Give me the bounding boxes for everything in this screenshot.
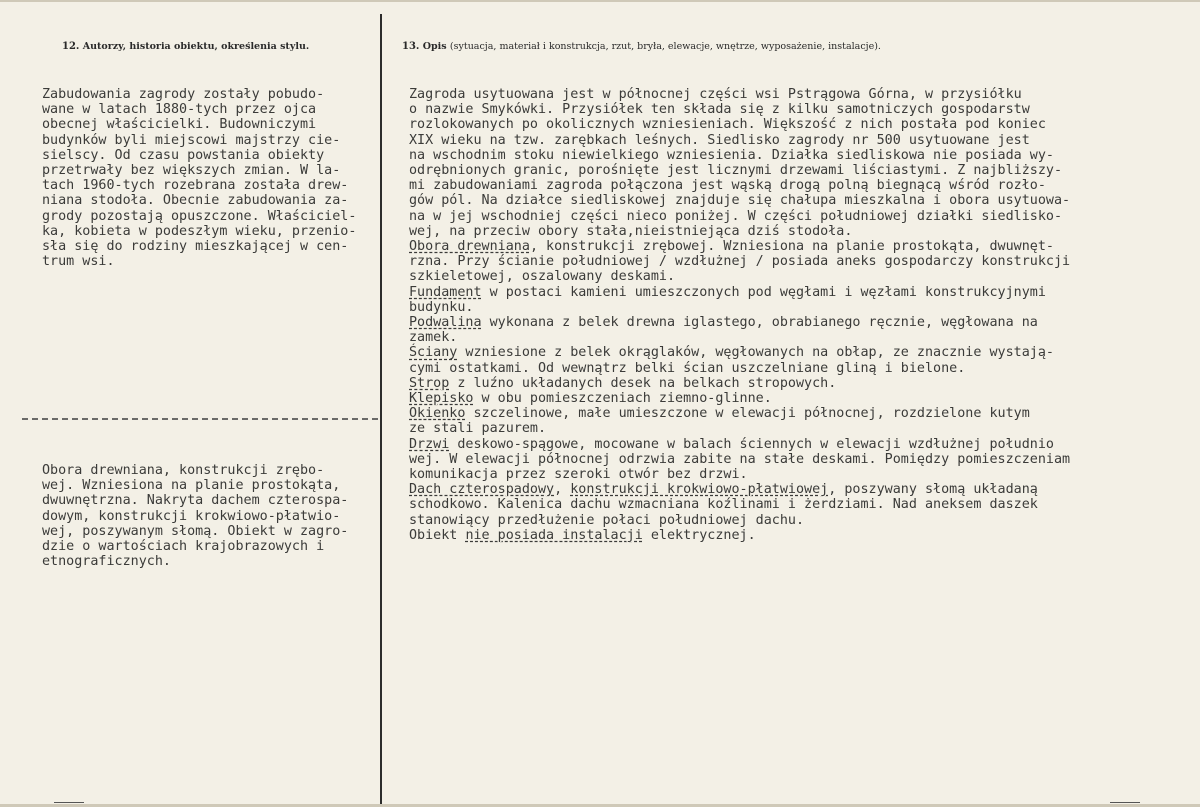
description-fragment: na w jej wschodniej części nieco poniżej. W części południowej działki siedlisko-: [409, 208, 1063, 224]
history-line: wane w latach 1880-tych przez ojca: [42, 102, 317, 118]
description-fragment: na wschodnim stoku niewielkiego wzniesienia. Działka siedliskowa nie posiada wy-: [409, 147, 1054, 163]
description-fragment: wzniesione z belek okrąglaków, węgłowanych na obłap, ze znacznie wystają-: [457, 345, 1054, 361]
history-line: budynków byli miejscowi majstrzy cie-: [42, 132, 341, 148]
description-line: [409, 361, 965, 376]
underlined-term: konstrukcji krokwiowo-płatwiowej: [570, 482, 829, 498]
section-13-subtitle: (sytuacja, materiał i konstrukcja, rzut, bryła, elewacje, wnętrze, wyposażenie, instalacje).: [449, 41, 881, 52]
description-line: [409, 178, 1046, 193]
description-fragment: o nazwie Smykówki. Przysiółek ten składa się z kilku samotniczych gospodarstw: [409, 102, 1030, 118]
description-fragment: szkieletowej, oszalowany deskami.: [409, 269, 676, 285]
underlined-term: Okienko: [409, 406, 466, 422]
history-line: przetrwały bez większych zmian. W la-: [42, 163, 341, 179]
description-line: [409, 133, 1030, 148]
description-fragment: cymi ostatkami. Od wewnątrz belki ścian uszczelniane gliną i bielone.: [409, 360, 966, 376]
description-line: [409, 148, 1054, 163]
description-line: [409, 421, 546, 436]
description-fragment: ze stali pazurem.: [409, 421, 547, 437]
history-line: sła się do rodziny mieszkającej w cen-: [42, 239, 349, 255]
description-fragment: rzna. Przy ścianie południowej / wzdłużnej / posiada aneks gospodarczy konstrukcji: [409, 254, 1071, 270]
history-line: tach 1960-tych rozebrana została drew-: [42, 178, 349, 194]
description-fragment: w postaci kamieni umieszczonych pod węgłami i węzłami konstrukcyjnymi: [481, 284, 1046, 300]
summary-line: wej, poszywanym słomą. Obiekt w zagro-: [42, 523, 349, 539]
description-fragment: schodkowo. Kalenica dachu wzmacniana koźlinami i żerdziami. Nad aneksem daszek: [409, 497, 1038, 513]
description-line: [409, 467, 748, 482]
description-text: [409, 87, 1199, 543]
description-fragment: rozlokowanych po okolicznych wzniesieniach. Większość z nich postała pod koniec: [409, 117, 1046, 133]
history-line: grody pozostają opuszczone. Właściciel-: [42, 208, 357, 224]
description-line: [409, 497, 1038, 512]
description-fragment: ,: [554, 482, 571, 498]
underlined-term: nie posiada instalacji: [465, 527, 643, 543]
history-line: obecnej właścicielki. Budowniczymi: [42, 117, 317, 133]
description-line: [409, 391, 772, 406]
description-line: [409, 163, 1062, 178]
history-line: trum wsi.: [42, 254, 115, 270]
history-line: Zabudowania zagrody zostały pobudo-: [42, 87, 325, 102]
summary-line: etnograficznych.: [42, 554, 171, 570]
description-line: [409, 300, 474, 315]
description-line: [409, 87, 1022, 102]
history-line: sielscy. Od czasu powstania obiekty: [42, 147, 325, 163]
description-line: [409, 193, 1070, 208]
description-fragment: elektrycznej.: [642, 527, 756, 543]
description-fragment: budynku.: [409, 299, 474, 315]
dashed-separator: [22, 418, 378, 420]
underlined-term: Fundament: [409, 284, 482, 300]
history-text: [42, 87, 378, 269]
underlined-term: Klepisko: [409, 391, 474, 407]
description-fragment: z luźno układanych desek na belkach stropowych.: [449, 375, 837, 391]
description-line: [409, 406, 1030, 421]
bottom-right-mark: [1110, 802, 1140, 803]
description-line: [409, 437, 1054, 452]
description-line: [409, 513, 804, 528]
description-line: [409, 315, 1038, 330]
description-line: [409, 482, 1038, 497]
section-13-title: Opis: [422, 41, 447, 52]
description-fragment: , konstrukcji zrębowej. Wzniesiona na planie prostokąta, dwuwnęt-: [529, 239, 1054, 255]
section-13-header: [402, 41, 881, 52]
description-fragment: odrębnionych granic, porośnięte jest licznymi drzewami liściastymi. Z najbliższy-: [409, 163, 1063, 179]
summary-line: Obora drewniana, konstrukcji zrębo-: [42, 463, 325, 478]
section-12-title: Autorzy, historia obiektu, określenia stylu.: [82, 41, 310, 52]
description-fragment: szczelinowe, małe umieszczone w elewacji północnej, rozdzielone kutym: [465, 406, 1030, 422]
description-line: [409, 224, 852, 239]
description-line: [409, 452, 1070, 467]
section-13-number: 13.: [402, 41, 420, 52]
description-fragment: w obu pomieszczeniach ziemno-glinne.: [473, 391, 772, 407]
section-12-number: 12.: [62, 41, 80, 52]
underlined-term: Podwalina: [409, 315, 482, 331]
underlined-term: Ściany: [409, 345, 458, 361]
summary-line: dowym, konstrukcji krokwiowo-płatwio-: [42, 508, 341, 524]
description-fragment: wykonana z belek drewna iglastego, obrabianego ręcznie, węgłowana na: [481, 315, 1038, 331]
description-fragment: gów pól. Na działce siedliskowej znajduje się chałupa mieszkalna i obora usytuowa-: [409, 193, 1071, 209]
description-fragment: wej. W elewacji północnej odrzwia zabite na stałe deskami. Pomiędzy pomieszczeniam: [409, 451, 1071, 467]
description-line: [409, 269, 675, 284]
summary-line: dzie o wartościach krajobrazowych i: [42, 539, 325, 555]
description-fragment: komunikacja przez szeroki otwór bez drzwi.: [409, 467, 748, 483]
bottom-left-mark: [54, 802, 84, 803]
description-line: [409, 330, 457, 345]
description-fragment: stanowiący przedłużenie połaci południowej dachu.: [409, 512, 805, 528]
description-line: [409, 528, 756, 543]
description-fragment: , poszywany słomą układaną: [828, 482, 1038, 498]
description-fragment: Obiekt: [409, 527, 466, 543]
underlined-term: Drzwi: [409, 436, 450, 452]
history-line: niana stodoła. Obecnie zabudowania za-: [42, 193, 349, 209]
underlined-term: Obora drewniana: [409, 239, 530, 255]
top-edge: [0, 0, 1200, 2]
description-fragment: wej, na przeciw obory stała,nieistniejąca dziś stodoła.: [409, 223, 853, 239]
description-line: [409, 209, 1062, 224]
description-fragment: Zagroda usytuowana jest w północnej części wsi Pstrągowa Górna, w przysiółku: [409, 87, 1022, 102]
description-line: [409, 345, 1054, 360]
summary-text: [42, 463, 378, 569]
description-fragment: zamek.: [409, 330, 458, 346]
underlined-term: Strop: [409, 375, 450, 391]
description-fragment: deskowo-spągowe, mocowane w balach ściennych w elewacji wzdłużnej południo: [449, 436, 1054, 452]
description-line: [409, 102, 1030, 117]
summary-line: wej. Wzniesiona na planie prostokąta,: [42, 478, 341, 494]
underlined-term: Dach czterospadowy: [409, 482, 555, 498]
history-line: ka, kobieta w podeszłym wieku, przenio-: [42, 223, 357, 239]
description-line: [409, 254, 1070, 269]
description-fragment: mi zabudowaniami zagroda połączona jest wąską drogą polną biegnącą wśród rozło-: [409, 178, 1046, 194]
description-line: [409, 117, 1046, 132]
column-divider: [380, 14, 382, 804]
description-line: [409, 285, 1046, 300]
description-line: [409, 239, 1054, 254]
summary-line: dwuwnętrzna. Nakryta dachem czterospa-: [42, 493, 349, 509]
description-line: [409, 376, 836, 391]
section-12-header: [62, 41, 309, 52]
description-fragment: XIX wieku na tzw. zarębkach leśnych. Siedlisko zagrody nr 500 usytuowane jest: [409, 132, 1030, 148]
